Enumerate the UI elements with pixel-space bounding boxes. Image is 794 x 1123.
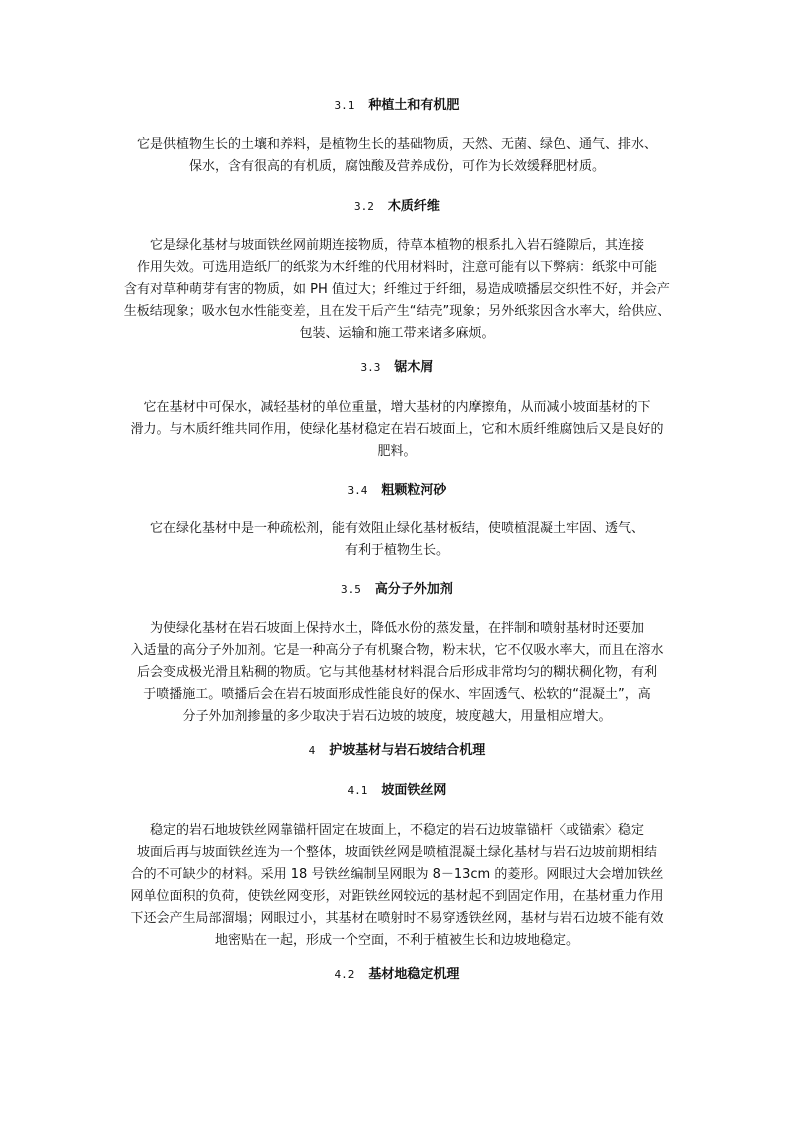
section-title: 护坡基材与岩石坡结合机理 [329, 743, 486, 758]
paragraph-line: 合的不可缺少的材料。采用 18 号铁丝编制呈网眼为 8－13cm 的菱形。网眼过大会增加铁丝 [130, 867, 664, 882]
chapter-heading [110, 742, 684, 760]
section-heading [110, 581, 684, 599]
section-number: 3.1 [334, 99, 355, 112]
section-number: 4.1 [347, 784, 368, 797]
section-heading [110, 966, 684, 984]
section-number: 4.2 [334, 968, 355, 981]
section-title: 坡面铁丝网 [381, 783, 447, 798]
section-heading [110, 359, 684, 377]
section-paragraph [120, 518, 674, 562]
paragraph-line: 分子外加剂掺量的多少取决于岩石边坡的坡度，坡度越大，用量相应增大。 [182, 709, 612, 724]
paragraph-line: 后会变成极光滑且粘稠的物质。它与其他基材材料混合后形成非常均匀的糊状稠化物，有利 [136, 665, 657, 680]
section-title: 基材地稳定机理 [368, 967, 460, 982]
paragraph-line: 生板结现象；吸水包水性能变差，且在发干后产生“结壳”现象；另外纸浆因含水率大，给供应、 [123, 304, 671, 319]
paragraph-line: 包装、运输和施工带来诸多麻烦。 [299, 326, 495, 341]
paragraph-line: 它在基材中可保水，减轻基材的单位重量，增大基材的内摩擦角，从而减小坡面基材的下 [143, 400, 651, 415]
section-title: 锯木屑 [394, 360, 434, 375]
section-heading [110, 198, 684, 216]
section-paragraph [120, 134, 674, 178]
paragraph-line: 为使绿化基材在岩石坡面上保持水土，降低水份的蒸发量，在拌制和喷射基材时还要加 [149, 621, 644, 636]
paragraph-line: 下还会产生局部溜塌；网眼过小，其基材在喷射时不易穿透铁丝网，基材与岩石边坡不能有效 [130, 911, 664, 926]
section-number: 3.2 [354, 200, 374, 213]
paragraph-line: 它在绿化基材中是一种疏松剂，能有效阻止绿化基材板结，使喷植混凝土牢固、透气、 [149, 521, 644, 536]
section-paragraph [120, 397, 674, 463]
section-paragraph [120, 235, 674, 345]
section-title: 粗颗粒河砂 [381, 483, 447, 498]
paragraph-line: 稳定的岩石地坡铁丝网靠锚杆固定在坡面上，不稳定的岩石边坡靠锚杆〈或锚索〉稳定 [149, 823, 644, 838]
section-paragraph [120, 820, 674, 952]
section-paragraph [120, 618, 674, 728]
section-number: 3.4 [347, 484, 368, 497]
paragraph-line: 保水，含有很高的有机质，腐蚀酸及营养成份，可作为长效缓释肥材质。 [188, 159, 605, 174]
paragraph-line: 作用失效。可选用造纸厂的纸浆为木纤维的代用材料时，注意可能有以下弊病：纸浆中可能 [136, 260, 657, 275]
paragraph-line: 它是供植物生长的土壤和养料，是植物生长的基础物质，天然、无菌、绿色、通气、排水、 [136, 137, 657, 152]
paragraph-line: 网单位面积的负荷，使铁丝网变形，对距铁丝网较远的基材起不到固定作用，在基材重力作用 [130, 889, 664, 904]
paragraph-line: 于喷播施工。喷播后会在岩石坡面形成性能良好的保水、牢固透气、松软的“混凝土”，高 [143, 687, 651, 702]
section-heading [110, 482, 684, 500]
paragraph-line: 滑力。与木质纤维共同作用，使绿化基材稳定在岩石坡面上，它和木质纤维腐蚀后又是良好的 [130, 422, 664, 437]
paragraph-line: 它是绿化基材与坡面铁丝网前期连接物质，待草本植物的根系扎入岩石缝隙后，其连接 [149, 238, 644, 253]
paragraph-line: 含有对草种萌芽有害的物质，如 PH 值过大；纤维过于纤细，易造成喷播层交织性不好，并会产 [124, 282, 670, 297]
paragraph-line: 地密贴在一起，形成一个空面，不利于植被生长和边坡地稳定。 [214, 933, 579, 948]
section-heading [110, 782, 684, 800]
section-title: 种植土和有机肥 [368, 98, 460, 113]
section-title: 高分子外加剂 [374, 582, 453, 597]
section-heading [110, 97, 684, 115]
paragraph-line: 坡面后再与坡面铁丝连为一个整体，坡面铁丝网是喷植混凝土绿化基材与岩石边坡前期相结 [136, 845, 657, 860]
paragraph-line: 入适量的高分子外加剂。它是一种高分子有机聚合物，粉末状，它不仅吸水率大，而且在溶水 [130, 643, 664, 658]
section-number: 3.3 [360, 361, 381, 374]
paragraph-line: 有利于植物生长。 [344, 543, 449, 558]
section-number: 4 [308, 744, 316, 757]
section-title: 木质纤维 [387, 199, 440, 214]
section-number: 3.5 [341, 583, 361, 596]
paragraph-line: 肥料。 [377, 444, 417, 459]
